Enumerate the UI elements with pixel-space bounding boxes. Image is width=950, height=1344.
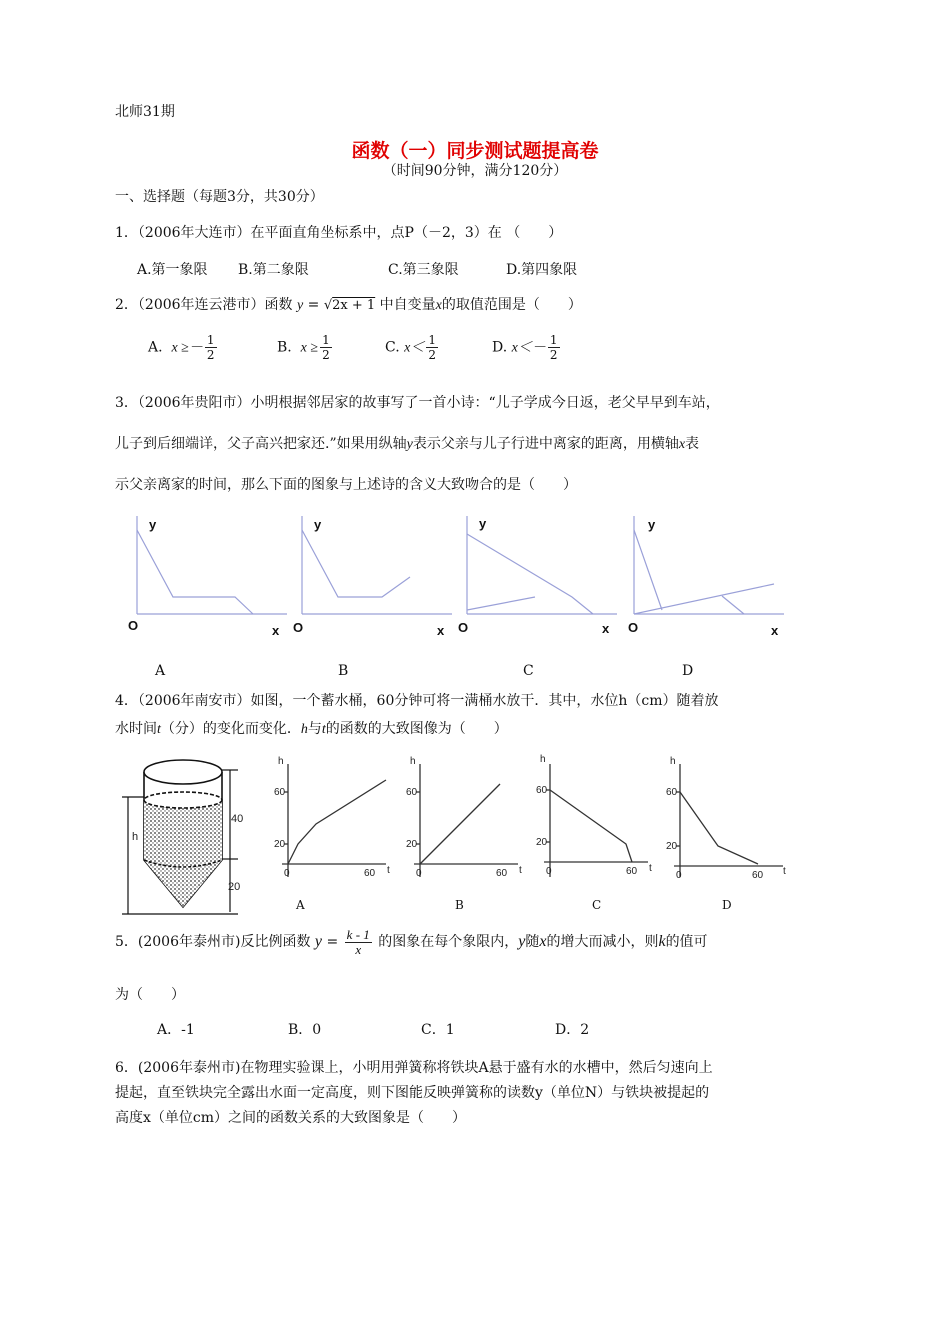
q3-graph-label-b: B [338,663,349,679]
svg-text:60: 60 [626,866,638,877]
q3-b-x-label: x [437,623,445,637]
svg-text:60: 60 [274,787,286,798]
svg-text:h: h [540,754,546,765]
q3-line2: 儿子到后细端详，父子高兴把家还.”如果用纵轴y表示父亲与儿子行进中离家的距离，用横轴x表 [115,436,700,452]
q4-graph-a [282,764,386,877]
q3-a-origin: O [128,618,139,633]
q3-d-x-label: x [771,623,779,637]
q3-a-y-label: y [149,517,157,532]
q3-graph-a [137,516,287,614]
q3-graph-b-curve [302,530,410,597]
q3-graph-b [302,516,452,614]
svg-text:60: 60 [666,787,678,798]
q3-d-y-label: y [648,517,656,532]
svg-text:0: 0 [416,868,422,879]
q3-b-origin: O [293,620,304,635]
q2-text: 2．（2006年连云港市）函数 y = √2x + 1 中自变量x的取值范围是（ ） [115,297,582,313]
q3-c-y-label: y [479,516,487,531]
q3-a-x-label: x [272,623,280,637]
svg-text:h: h [670,756,676,767]
q1-text: 1．（2006年大连市）在平面直角坐标系中，点P（－2，3）在 （ ） [115,225,563,241]
q4-graph-b [414,764,518,877]
q3-graph-label-d: D [682,663,694,679]
svg-text:60: 60 [536,785,548,796]
svg-text:h: h [410,756,416,767]
q3-graph-d-curve-3 [722,596,744,614]
svg-text:20: 20 [666,841,678,852]
q6-line2: 提起，直至铁块完全露出水面一定高度，则下图能反映弹簧称的读数y（单位N）与铁块被提起的 [115,1085,710,1101]
q3-graph-c [467,516,617,614]
q3-d-origin: O [628,620,639,635]
q6-line1: 6．(2006年泰州市)在物理实验课上，小明用弹簧称将铁块A悬于盛有水的水槽中，然后匀速向上 [115,1060,713,1076]
svg-text:t: t [649,863,652,874]
q6-line3: 高度x（单位cm）之间的函数关系的大致图象是（ ） [115,1110,467,1126]
svg-text:20: 20 [274,839,286,850]
svg-text:0: 0 [284,868,290,879]
q3-c-origin: O [458,620,469,635]
q5-option-d: D．2 [555,1022,590,1038]
series-label: 北师31期 [115,104,175,120]
svg-text:60: 60 [364,868,376,879]
q3-graph-d-curve [634,530,662,610]
svg-text:60: 60 [752,870,764,881]
svg-text:20: 20 [536,837,548,848]
q4-graph-c [544,764,648,877]
svg-text:20: 20 [406,839,418,850]
q5-line2: 为（ ） [115,987,185,1003]
q3-line1: 3．（2006年贵阳市）小明根据邻居家的故事写了一首小诗：“儿子学成今日返，老父早早到车站， [115,395,720,411]
q4-graph-label-b: B [455,898,464,912]
q4-graph-d [674,764,783,877]
q3-line3: 示父亲离家的时间，那么下面的图象与上述诗的含义大致吻合的是（ ） [115,477,577,493]
water-tank [122,760,241,914]
q5-option-a: A．-1 [157,1022,195,1038]
q1-option-a: A.第一象限 [137,262,208,278]
svg-text:0: 0 [546,866,552,877]
svg-text:h: h [278,756,284,767]
q3-graph-label-a: A [155,663,166,679]
tank-20-label: 20 [228,881,241,893]
q3-graph-d [634,516,784,614]
q2-option-b: B. x ≥ $\frac{1}{2}$ [277,333,330,362]
q4-figures [118,752,798,917]
q3-graph-a-curve [137,530,253,614]
q5-option-c: C．1 [421,1022,455,1038]
page-title: 函数（一）同步测试题提高卷 [351,140,599,162]
svg-text:t: t [519,865,522,876]
q1-option-b: B.第二象限 [238,262,309,278]
page-subtitle: （时间90分钟，满分120分） [382,163,568,179]
q2-sqrt: 2x + 1 [332,298,376,313]
q4-graph-label-c: C [592,898,602,912]
q2-option-d: D. x＜－ $\frac{1}{2}$ [492,333,558,362]
q3-c-x-label: x [602,621,610,636]
svg-text:t: t [387,865,390,876]
q3-graphs [120,512,800,637]
q1-option-c: C.第三象限 [388,262,459,278]
q3-graph-c-curve-2 [467,597,535,610]
svg-text:60: 60 [406,787,418,798]
q4-line2: 水时间t（分）的变化而变化．h与t的函数的大致图像为（ ） [115,721,508,737]
q4-graph-label-d: D [722,898,732,912]
q4-graph-label-a: A [296,898,305,912]
svg-text:60: 60 [496,868,508,879]
q5-option-b: B．0 [288,1022,322,1038]
q1-option-d: D.第四象限 [506,262,578,278]
q3-graph-c-curve [467,534,593,614]
q4-line1: 4．（2006年南安市）如图，一个蓄水桶，60分钟可将一满桶水放干．其中，水位h（cm）随着放 [115,693,719,709]
q3-b-y-label: y [314,517,322,532]
svg-text:t: t [783,866,786,877]
svg-text:0: 0 [676,870,682,881]
section-heading: 一、选择题（每题3分，共30分） [115,189,324,205]
tank-40-label: 40 [231,813,244,825]
q3-graph-label-c: C [523,663,534,679]
q5-text: 5．(2006年泰州市)反比例函数 y = $\frac{k - 1}{x}$ 的图象在每个象限内，y随x的增大而减小，则k的值可 [115,926,708,957]
tank-h-label: h [132,831,139,843]
q2-option-a: A. x ≥－ $\frac{1}{2}$ [148,333,215,362]
q2-option-c: C. x＜ $\frac{1}{2}$ [385,333,436,362]
